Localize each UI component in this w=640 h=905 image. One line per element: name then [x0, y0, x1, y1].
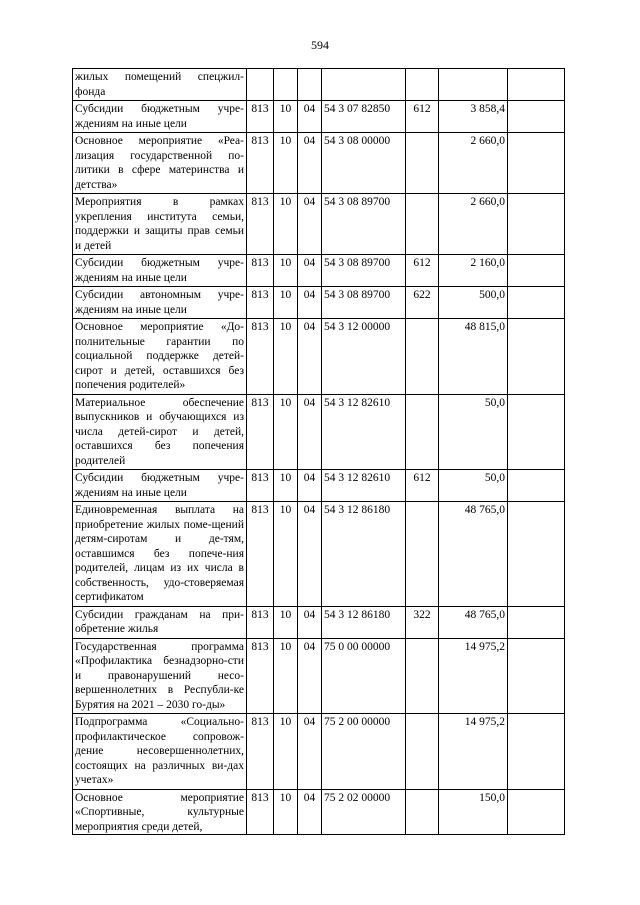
row-name-cell: Субсидии автономным учре-ждениям на иные цели: [73, 287, 247, 319]
row-amount-cell: 14 975,2: [439, 638, 508, 714]
row-target-article-cell: 54 3 08 89700: [322, 287, 406, 319]
row-name-cell: Основное мероприятие «Спортивные, культурные мероприятия среди детей,: [73, 789, 247, 835]
table-row: [73, 394, 565, 470]
row-amount-cell: 48 765,0: [439, 606, 508, 638]
row-name-cell: Материальное обеспечение выпускников и обучающихся из числа детей-сирот и детей, оставшихся без попечения родителей: [73, 394, 247, 470]
row-subsection-cell: 04: [298, 319, 322, 395]
row-empty-cell: [508, 606, 565, 638]
row-amount-cell: 2 660,0: [439, 194, 508, 255]
row-expense-type-cell: [406, 133, 439, 194]
row-expense-type-cell: [406, 319, 439, 395]
row-name-cell: Основное мероприятие «До-полнительные гарантии по социальной поддержке детей-сирот и детей, оставшихся без попечения родителей»: [73, 319, 247, 395]
row-expense-type-cell: 322: [406, 606, 439, 638]
row-name-cell: жилых помещений спецжил-фонда: [73, 69, 247, 101]
row-expense-type-cell: [406, 789, 439, 835]
row-subsection-cell: 04: [298, 287, 322, 319]
row-expense-type-cell: 612: [406, 255, 439, 287]
row-target-article-cell: 75 0 00 00000: [322, 638, 406, 714]
row-gr-code-cell: 813: [247, 101, 274, 133]
row-target-article-cell: 75 2 00 00000: [322, 714, 406, 790]
row-section-cell: 10: [274, 606, 298, 638]
row-empty-cell: [508, 287, 565, 319]
row-amount-cell: 50,0: [439, 394, 508, 470]
row-subsection-cell: 04: [298, 394, 322, 470]
row-section-cell: 10: [274, 638, 298, 714]
row-subsection-cell: 04: [298, 194, 322, 255]
row-section-cell: 10: [274, 789, 298, 835]
row-empty-cell: [508, 319, 565, 395]
row-amount-cell: [439, 69, 508, 101]
row-gr-code-cell: 813: [247, 789, 274, 835]
table-row: [73, 470, 565, 502]
table-row: [73, 638, 565, 714]
row-subsection-cell: 04: [298, 101, 322, 133]
row-name-cell: Субсидии бюджетным учре-ждениям на иные цели: [73, 255, 247, 287]
row-target-article-cell: [322, 69, 406, 101]
row-expense-type-cell: 612: [406, 101, 439, 133]
row-expense-type-cell: [406, 714, 439, 790]
row-amount-cell: 14 975,2: [439, 714, 508, 790]
row-empty-cell: [508, 502, 565, 607]
row-name-cell: Подпрограмма «Социально-профилактическое сопровож-дение несовершеннолетних, состоящих на различных ви-дах учетах»: [73, 714, 247, 790]
table-row: [73, 319, 565, 395]
table-row: [73, 606, 565, 638]
row-amount-cell: 48 765,0: [439, 502, 508, 607]
row-section-cell: 10: [274, 194, 298, 255]
row-gr-code-cell: 813: [247, 638, 274, 714]
table-row: [73, 287, 565, 319]
row-empty-cell: [508, 101, 565, 133]
row-section-cell: 10: [274, 287, 298, 319]
table-row: [73, 714, 565, 790]
row-section-cell: 10: [274, 255, 298, 287]
row-section-cell: 10: [274, 470, 298, 502]
row-expense-type-cell: [406, 69, 439, 101]
row-expense-type-cell: [406, 502, 439, 607]
table-row: [73, 101, 565, 133]
row-empty-cell: [508, 789, 565, 835]
row-section-cell: 10: [274, 319, 298, 395]
row-subsection-cell: 04: [298, 255, 322, 287]
row-subsection-cell: 04: [298, 606, 322, 638]
page-number: 594: [311, 38, 329, 52]
row-expense-type-cell: 612: [406, 470, 439, 502]
row-gr-code-cell: 813: [247, 319, 274, 395]
row-amount-cell: 3 858,4: [439, 101, 508, 133]
row-gr-code-cell: 813: [247, 714, 274, 790]
row-gr-code-cell: 813: [247, 133, 274, 194]
row-name-cell: Субсидии бюджетным учре-ждениям на иные цели: [73, 470, 247, 502]
row-target-article-cell: 54 3 07 82850: [322, 101, 406, 133]
row-amount-cell: 50,0: [439, 470, 508, 502]
row-subsection-cell: 04: [298, 470, 322, 502]
row-subsection-cell: 04: [298, 502, 322, 607]
row-empty-cell: [508, 394, 565, 470]
row-gr-code-cell: 813: [247, 255, 274, 287]
row-empty-cell: [508, 470, 565, 502]
row-expense-type-cell: [406, 394, 439, 470]
row-empty-cell: [508, 194, 565, 255]
row-empty-cell: [508, 638, 565, 714]
row-target-article-cell: 75 2 02 00000: [322, 789, 406, 835]
row-target-article-cell: 54 3 12 86180: [322, 502, 406, 607]
row-expense-type-cell: 622: [406, 287, 439, 319]
table-row: [73, 789, 565, 835]
row-section-cell: 10: [274, 101, 298, 133]
row-gr-code-cell: [247, 69, 274, 101]
row-target-article-cell: 54 3 08 89700: [322, 255, 406, 287]
row-gr-code-cell: 813: [247, 502, 274, 607]
row-name-cell: Единовременная выплата на приобретение жилых поме-щений детям-сиротам и де-тям, оставшимся без попече-ния родителей, лицам из их числа в собственность, удо-стоверяемая сертификатом: [73, 502, 247, 607]
row-expense-type-cell: [406, 638, 439, 714]
row-name-cell: Субсидии бюджетным учре-ждениям на иные цели: [73, 101, 247, 133]
row-name-cell: Государственная программа «Профилактика безнадзорно-сти и правонарушений несо-вершеннолетних в Республи-ке Бурятия на 2021 – 2030 го-ды»: [73, 638, 247, 714]
row-empty-cell: [508, 69, 565, 101]
row-empty-cell: [508, 133, 565, 194]
row-amount-cell: 2 160,0: [439, 255, 508, 287]
row-subsection-cell: [298, 69, 322, 101]
row-section-cell: 10: [274, 714, 298, 790]
row-target-article-cell: 54 3 08 89700: [322, 194, 406, 255]
row-name-cell: Мероприятия в рамках укрепления института семьи, поддержки и защиты прав семьи и детей: [73, 194, 247, 255]
row-gr-code-cell: 813: [247, 470, 274, 502]
table-row: [73, 502, 565, 607]
row-target-article-cell: 54 3 12 82610: [322, 394, 406, 470]
row-subsection-cell: 04: [298, 714, 322, 790]
row-section-cell: [274, 69, 298, 101]
row-section-cell: 10: [274, 394, 298, 470]
row-target-article-cell: 54 3 12 82610: [322, 470, 406, 502]
row-amount-cell: 500,0: [439, 287, 508, 319]
row-section-cell: 10: [274, 502, 298, 607]
row-gr-code-cell: 813: [247, 287, 274, 319]
row-target-article-cell: 54 3 12 00000: [322, 319, 406, 395]
row-target-article-cell: 54 3 12 86180: [322, 606, 406, 638]
row-amount-cell: 2 660,0: [439, 133, 508, 194]
row-name-cell: Основное мероприятие «Реа-лизация государственной по-литики в сфере материнства и детства»: [73, 133, 247, 194]
row-amount-cell: 150,0: [439, 789, 508, 835]
row-empty-cell: [508, 255, 565, 287]
table-row: [73, 69, 565, 101]
row-target-article-cell: 54 3 08 00000: [322, 133, 406, 194]
row-gr-code-cell: 813: [247, 606, 274, 638]
row-name-cell: Субсидии гражданам на при-обретение жилья: [73, 606, 247, 638]
row-subsection-cell: 04: [298, 638, 322, 714]
table-row: [73, 133, 565, 194]
table-row: [73, 255, 565, 287]
table-body: [73, 69, 565, 835]
row-gr-code-cell: 813: [247, 394, 274, 470]
row-section-cell: 10: [274, 133, 298, 194]
row-subsection-cell: 04: [298, 789, 322, 835]
budget-table: [72, 68, 565, 835]
table-row: [73, 194, 565, 255]
row-expense-type-cell: [406, 194, 439, 255]
row-subsection-cell: 04: [298, 133, 322, 194]
row-amount-cell: 48 815,0: [439, 319, 508, 395]
row-gr-code-cell: 813: [247, 194, 274, 255]
row-empty-cell: [508, 714, 565, 790]
